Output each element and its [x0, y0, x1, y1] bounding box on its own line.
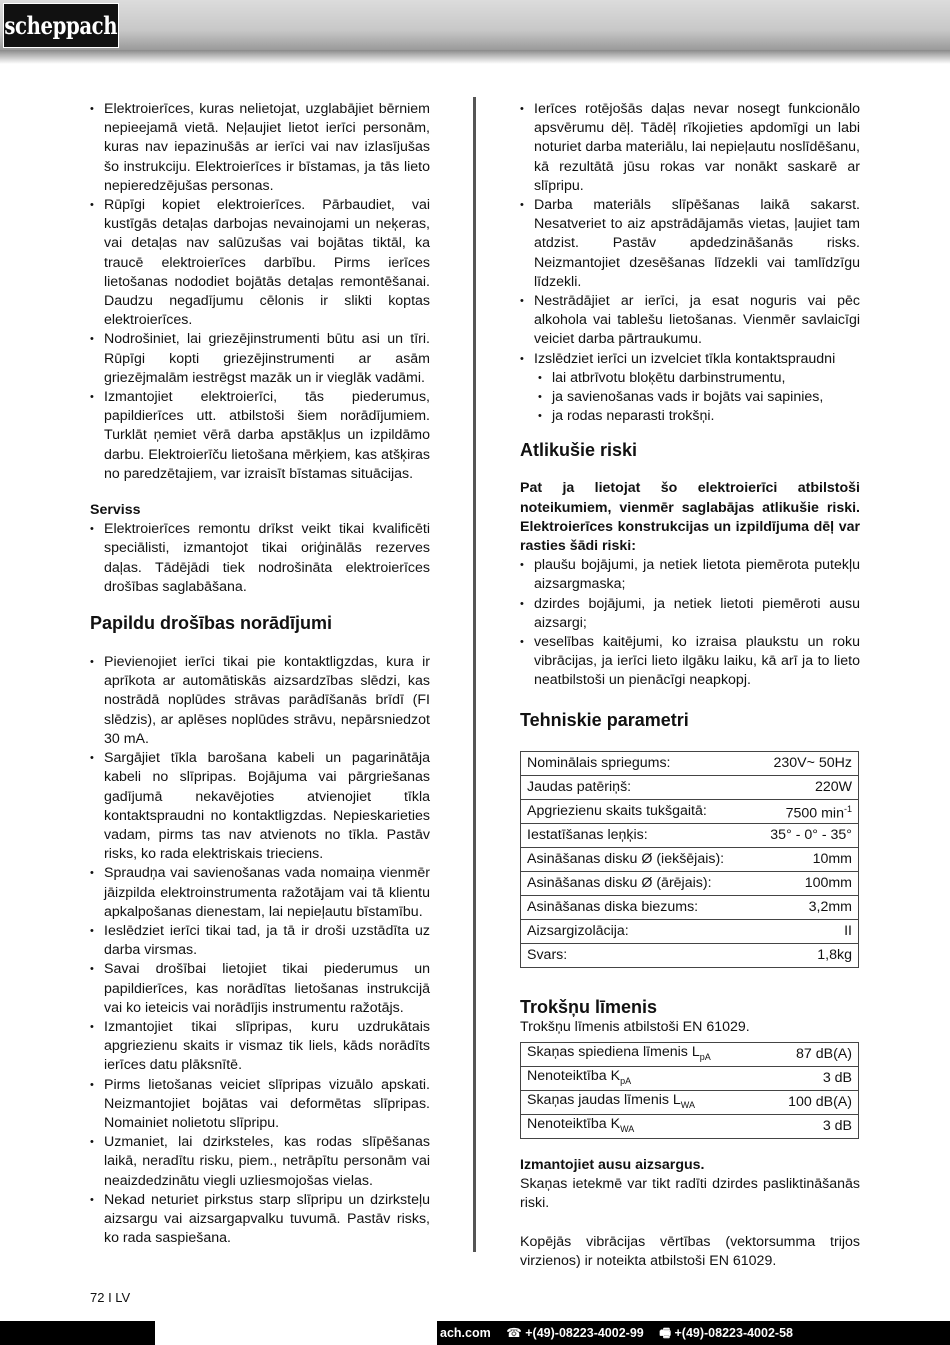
table-cell-label: Nominālais spriegums:	[521, 751, 754, 775]
list-item: • veselības kaitējumi, ko izraisa plaukstu un roku vibrācijas, ja ierīci lieto ilgāku laiku, kā arī ja to lieto neatbilstoši un pienācīgi neapkopj.	[520, 633, 860, 691]
table-cell-value: 1,8kg	[754, 943, 859, 967]
table-row	[521, 1114, 859, 1138]
table-row	[521, 919, 859, 943]
list-item: • Uzmaniet, lai dzirksteles, kas rodas slīpēšanas laikā, neradītu risku, piem., netrāpītu personām vai neaizdedzinātu viegli uzliesmojošas vielas.	[90, 1133, 430, 1191]
table-cell-value: 35° - 0° - 35°	[754, 823, 859, 847]
table-cell-value: 230V~ 50Hz	[754, 751, 859, 775]
list-item: • Izslēdziet ierīci un izvelciet tīkla kontaktspraudni	[520, 350, 860, 369]
table-cell-label	[521, 1066, 764, 1090]
table-row	[521, 775, 859, 799]
noise-label-subscript: pA	[620, 1075, 632, 1086]
phone-number: ☎ +(49)-08223-4002-99	[506, 1326, 644, 1340]
list-item: • Elektroierīces remontu drīkst veikt tikai kvalificēti speciālisti, izmantojot tikai oriģinālās rezerves daļas. Tādējādi tiek nodrošināta elektroierīces drošības saglabāšana.	[90, 520, 430, 597]
table-cell-label: Asināšanas disku Ø (ārējais):	[521, 871, 754, 895]
list-item: • Pirms lietošanas veiciet slīpripas vizuālo apskati. Neizmantojiet bojātas vai deformētas slīpripas. Nomainiet nolietotu slīpripu.	[90, 1076, 430, 1134]
residual-risks-heading: Atlikušie riski	[520, 440, 638, 461]
list-item: • Elektroierīces, kuras nelietojat, uzglabājiet bērniem nepieejamā vietā. Neļaujiet lietot ierīci personām, kuras nav iepazinušās ar ierīci vai nav izlasījušas šo instrukciju. Elektroierīces ir bīstamas, ja tās lieto nepieredzējušas personas.	[90, 100, 430, 196]
noise-label: Nenoteiktība K	[527, 1067, 621, 1084]
list-item: • Nekad neturiet pirkstus starp slīpripu un dzirksteļu aizsargu vai aizsargapvalku tuvumā. Pastāv risks, ko rada saspiešana.	[90, 1191, 430, 1249]
list-item: • Ieslēdziet ierīci tikai tad, ja tā ir droši uzstādīta uz darba virsmas.	[90, 922, 430, 960]
unplug-conditions-list	[520, 369, 860, 427]
extra-safety-heading: Papildu drošības norādījumi	[90, 613, 333, 634]
right-column	[520, 100, 860, 1271]
extra-safety-list	[90, 653, 430, 1248]
table-row	[521, 871, 859, 895]
table-cell-value: 220W	[754, 775, 859, 799]
table-cell-value: 87 dB(A)	[764, 1042, 859, 1066]
noise-table	[520, 1042, 859, 1139]
tech-params-table	[520, 751, 859, 968]
table-cell-value: 10mm	[754, 847, 859, 871]
table-cell-value: II	[754, 919, 859, 943]
noise-label: Nenoteiktība K	[527, 1115, 621, 1132]
table-cell-label: Jaudas patēriņš:	[521, 775, 754, 799]
table-row	[521, 847, 859, 871]
website-link[interactable]: ach.com	[440, 1326, 491, 1340]
table-row	[521, 1066, 859, 1090]
table-cell-value: 3 dB	[764, 1114, 859, 1138]
footer-white-block	[155, 1321, 437, 1345]
table-cell-label	[521, 1090, 764, 1114]
fax-number: 🖷 +(49)-08223-4002-58	[659, 1326, 793, 1340]
table-cell-label	[521, 1114, 764, 1138]
list-item: • plaušu bojājumi, ja netiek lietota piemērota putekļu aizsargmaska;	[520, 556, 860, 594]
header-shadow	[0, 50, 950, 64]
page-number: 72 I LV	[90, 1290, 131, 1305]
table-cell-label: Svars:	[521, 943, 754, 967]
list-item: • Rūpīgi kopiet elektroierīces. Pārbaudiet, vai kustīgās detaļas darbojas nevainojami un neķeras, vai detaļas nav salūzušas vai bojātas tiktāl, ka traucē elektroierīces darbību. Pirms ierīces lietošanas nododiet bojātās detaļas remontēšanai. Daudzu negadījumu cēlonis ir slikti koptas elektroierīces.	[90, 196, 430, 330]
table-cell-value: 100 dB(A)	[764, 1090, 859, 1114]
list-item: • Sargājiet tīkla barošana kabeli un pagarinātāja kabeli no slīpripas. Bojājuma vai pārgriešanas gadījumā nekavējoties atvienojiet tīkla kontaktspraudni no kontaktligzdas. Nepieskarieties vadam, pirms tas nav atvienots no tīkla. Pastāv risks, ko rada elektriskais trieciens.	[90, 749, 430, 864]
list-item: • Ierīces rotējošās daļas nevar nosegt funkcionālo apsvērumu dēļ. Tādēļ rīkojieties apdomīgi un labi noturiet darba materiālu, lai nepieļautu noslīdēšanu, kā rezultātā jūsu rokas var nonākt saskarē ar slīpripu.	[520, 100, 860, 196]
table-cell-label: Asināšanas diska biezums:	[521, 895, 754, 919]
list-item: • lai atbrīvotu bloķētu darbinstrumentu,	[538, 369, 860, 388]
list-item: • Darba materiāls slīpēšanas laikā sakarst. Nesatveriet to aiz apstrādājamās vietas, ļaujiet tam atdzist. Pastāv apdedzināšanās risks. Neizmantojiet dzesēšanas līdzekli vai tamlīdzīgu līdzekli.	[520, 196, 860, 292]
noise-label-subscript: pA	[699, 1051, 711, 1062]
noise-label-subscript: WA	[680, 1099, 695, 1110]
ear-protection-heading: Izmantojiet ausu aizsargus.	[520, 1156, 705, 1173]
service-heading: Serviss	[90, 502, 141, 519]
list-item: • Savai drošībai lietojiet tikai piederumus un papildierīces, kas norādītas lietošanas instrukcijā vai ko ieteicis vai norādījis instrumentu ražotājs.	[90, 960, 430, 1018]
table-cell-value	[754, 799, 859, 823]
list-item: • ja rodas neparasti trokšņi.	[538, 407, 860, 426]
table-row	[521, 895, 859, 919]
service-list	[90, 520, 430, 597]
table-cell-value: 3 dB	[764, 1066, 859, 1090]
header-bar	[0, 0, 950, 50]
residual-risks-list	[520, 556, 860, 690]
list-item: • Spraudņa vai savienošanas vada nomaiņa vienmēr jāizpilda elektroinstrumenta ražotājam vai tā klientu apkalpošanas dienestam, lai nepieļautu bīstamību.	[90, 864, 430, 922]
general-safety-list	[90, 100, 430, 484]
table-row	[521, 799, 859, 823]
table-row	[521, 1042, 859, 1066]
table-cell-label: Asināšanas disku Ø (iekšējais):	[521, 847, 754, 871]
rpm-exponent: -1	[843, 803, 852, 814]
footer-contact	[440, 1321, 805, 1345]
tech-params-heading: Tehniskie parametri	[520, 709, 689, 730]
list-item: • Izmantojiet tikai slīpripas, kuru uzdrukātais apgriezienu skaits ir vismaz tik liels, kāds norādīts ierīces datu plāksnītē.	[90, 1018, 430, 1076]
list-item: • ja savienošanas vads ir bojāts vai sapinies,	[538, 388, 860, 407]
column-divider	[473, 97, 476, 1252]
list-item: • Izmantojiet elektroierīci, tās piederumus, papildierīces utt. atbilstoši šiem norādījumiem. Turklāt ņemiet vērā darba apstākļus un izpildāmo darbu. Elektroierīču lietošana mērķiem, kas atšķiras no paredzētajiem, var izraisīt bīstamas situācijas.	[90, 388, 430, 484]
noise-subtitle: Trokšņu līmenis atbilstoši EN 61029.	[520, 1018, 750, 1035]
residual-risks-intro: Pat ja lietojat šo elektroierīci atbilstoši noteikumiem, vienmēr saglabājas atlikušie riski. Elektroierīces konstrukcijas un izpildījuma dēļ var rasties šādi riski:	[520, 480, 860, 555]
list-item: • Nestrādājiet ar ierīci, ja esat noguris vai pēc alkohola vai tablešu lietošanas. Vienmēr savlaicīgi veiciet darba pārtraukumu.	[520, 292, 860, 350]
table-row	[521, 823, 859, 847]
table-row	[521, 1090, 859, 1114]
rpm-value: 7500 min	[785, 805, 844, 822]
list-item: • Nodrošiniet, lai griezējinstrumenti būtu asi un tīri. Rūpīgi kopti griezējinstrumenti ar asām griezējmalām iestrēgst mazāk un ir vieglāk vadāmi.	[90, 330, 430, 388]
noise-label: Skaņas spiediena līmenis L	[527, 1043, 700, 1060]
table-cell-label: Iestatīšanas leņķis:	[521, 823, 754, 847]
brand-logo	[3, 3, 119, 48]
list-item: • Pievienojiet ierīci tikai pie kontaktligzdas, kura ir aprīkota ar automātiskās aizsardzības slēdzi, kas nostrādā noplūdes strāvas parādīšanās brīdī (FI slēdzis), ar aplēses noplūdes strāvu, nepārsniedzot 30 mA.	[90, 653, 430, 749]
list-item: • dzirdes bojājumi, ja netiek lietoti piemēroti ausu aizsargi;	[520, 595, 860, 633]
noise-label: Skaņas jaudas līmenis L	[527, 1091, 681, 1108]
table-cell-label: Apgriezienu skaits tukšgaitā:	[521, 799, 754, 823]
left-column	[90, 100, 430, 1248]
table-cell-label: Aizsargizolācija:	[521, 919, 754, 943]
vibration-text: Kopējās vibrācijas vērtības (vektorsumma trijos virzienos) ir noteikta atbilstoši EN 61029.	[520, 1233, 860, 1269]
table-cell-label	[521, 1042, 764, 1066]
table-row	[521, 751, 859, 775]
table-cell-value: 3,2mm	[754, 895, 859, 919]
noise-label-subscript: WA	[620, 1123, 635, 1134]
ear-protection-text: Skaņas ietekmē var tikt radīti dzirdes pasliktināšanās riski.	[520, 1176, 860, 1212]
noise-heading: Trokšņu līmenis	[520, 996, 658, 1017]
table-cell-value: 100mm	[754, 871, 859, 895]
operation-safety-list	[520, 100, 860, 369]
table-row	[521, 943, 859, 967]
brand-logo-text: scheppach	[4, 11, 118, 40]
